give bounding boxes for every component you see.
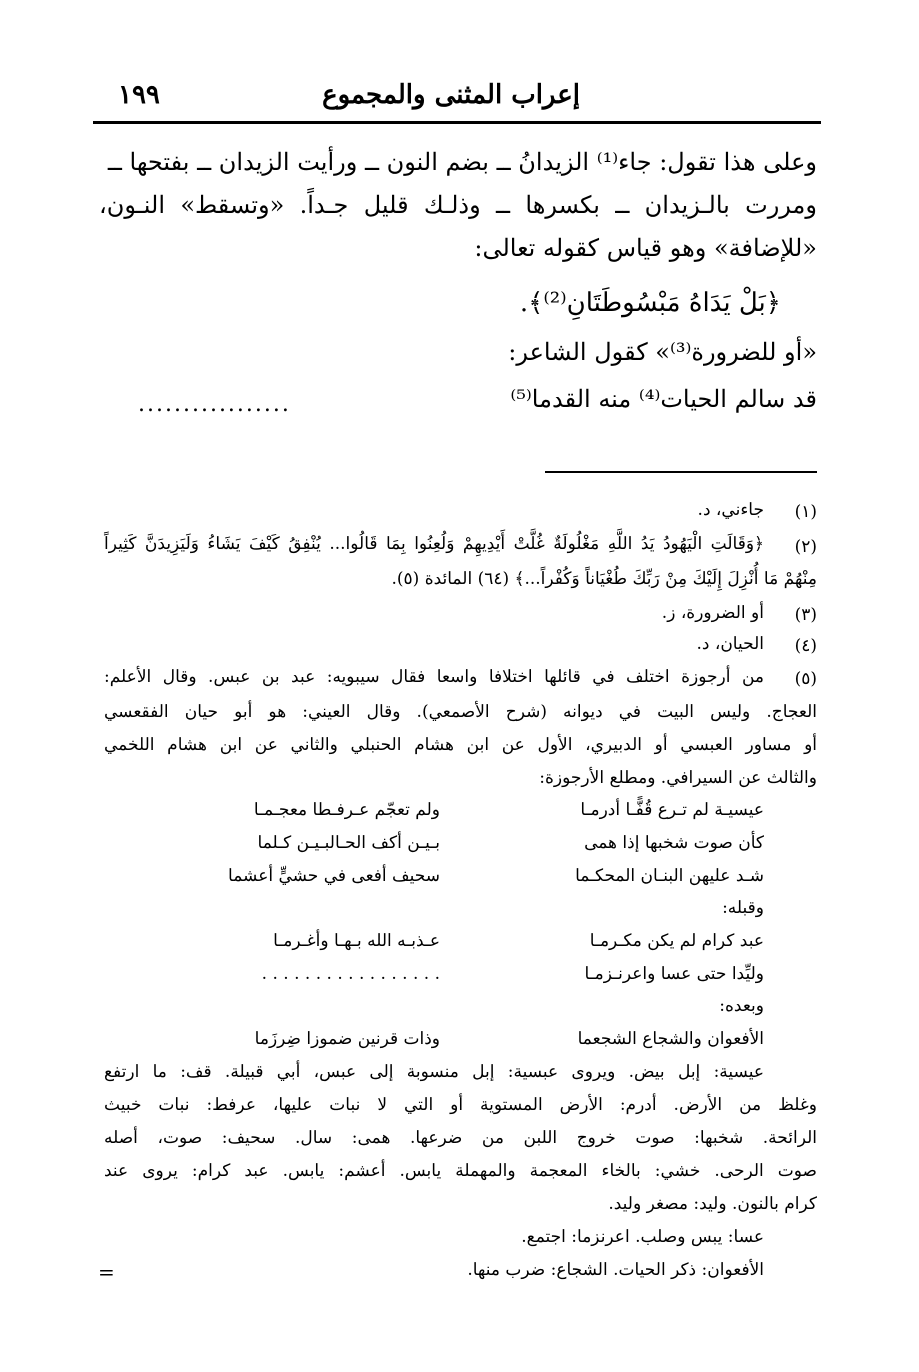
verse-line: قد سالم الحيات⁽⁴⁾ منه القدما⁽⁵⁾	[510, 385, 817, 413]
footnote-number-5: (٥)	[794, 669, 817, 689]
glossary-line-2: وغلظ من الأرض. أدرم: الأرض المستوية أو التي لا نبات عليها، عرفط: نبات خبيث	[104, 1095, 817, 1115]
glossary-line-4: صوت الرحى. خشي: بالخاء المعجمة والمهملة يابس. أعشم: يابس. عبد كرام: يروى عند	[104, 1161, 817, 1181]
body-line-1: وعلى هذا تقول: جاء⁽¹⁾ الزيدانُ ــ بضم النون ــ ورأيت الزيدان ــ بفتحها ــ	[107, 148, 817, 176]
quran-quote: ﴿بَلْ يَدَاهُ مَبْسُوطَتَانِ⁽²⁾﴾.	[519, 288, 781, 318]
glossary-line-3: الرائحة. شخبها: صوت خروج اللبن من ضرعها. همى: سال. سحيف: صوت، أصله	[104, 1128, 817, 1148]
poem-hemistich-left: عـذبـه الله بـهـا وأغـرمـا	[273, 931, 440, 951]
footnote-number-3: (٣)	[794, 605, 817, 625]
poem-section-label: وبعده:	[719, 996, 764, 1016]
footnote-number-1: (١)	[794, 502, 817, 522]
footnote-5-line-3: أو مساور العبسي أو الدبيري، الأول عن ابن هشام الحنبلي والثاني عن ابن هشام اللخمي	[104, 735, 817, 755]
running-title: إعراب المثنى والمجموع	[322, 80, 580, 110]
glossary-line-1: عيسية: إبل بيض. ويروى عبسية: إبل منسوبة إلى عبس، أبي قبيلة. قف: ما ارتفع	[104, 1062, 764, 1082]
footnote-number-2: (٢)	[794, 537, 817, 557]
poem-hemistich-right: عبد كرام لم يكن مكـرمـا	[589, 931, 764, 951]
body-line-3: «للإضافة» وهو قياس كقوله تعالى:	[474, 234, 817, 262]
footnote-2-line-1: ﴿وَقَالَتِ الْيَهُودُ يَدُ اللَّهِ مَغْلُولَةٌ غُلَّتْ أَيْدِيهِمْ وَلُعِنُوا بِمَا قَالُوا... يُنْفِقُ كَيْفَ يَشَاءُ وَلَيَزِيدَنَّ كَثِيراً	[104, 534, 764, 554]
footnote-5-line-1: من أرجوزة اختلف في قائلها اختلافا واسعا فقال سيبويه: عبد بن عبس. وقال الأعلم:	[104, 667, 764, 687]
poem-hemistich-right: كأن صوت شخبها إذا همى	[584, 833, 764, 853]
poem-hemistich-right: شـد عليهن البنـان المحكـما	[575, 866, 764, 886]
header-rule	[93, 121, 821, 124]
body-line-5: «أو للضرورة⁽³⁾» كقول الشاعر:	[508, 338, 817, 366]
poem-hemistich-left: . . . . . . . . . . . . . . . . .	[261, 964, 440, 984]
footnote-5-line-4: والثالث عن السيرافي. ومطلع الأرجوزة:	[539, 768, 817, 788]
footnote-4: الحيان، د.	[696, 634, 764, 654]
glossary-line-7: الأفعوان: ذكر الحيات. الشجاع: ضرب منها.	[467, 1260, 764, 1280]
poem-section-label: وقبله:	[722, 898, 764, 918]
footnote-3: أو الضرورة، ز.	[661, 603, 764, 623]
poem-hemistich-left: ولم تعجّم عـرفـطا معجـمـا	[253, 800, 440, 820]
poem-hemistich-right: الأفعوان والشجاع الشجعما	[577, 1029, 764, 1049]
poem-hemistich-left: وذات قرنين ضموزا ضِرزَما	[254, 1029, 440, 1049]
poem-hemistich-right: وليِّدا حتى عسا واعرنـزمـا	[584, 964, 764, 984]
footnote-number-4: (٤)	[794, 636, 817, 656]
footnote-rule	[545, 471, 817, 473]
poem-hemistich-left: بـيـن أكف الحـالبـيـن كـلما	[257, 833, 440, 853]
poem-hemistich-left: سحيف أفعى في حشيٍّ أعشما	[228, 866, 440, 886]
signature-mark: =	[98, 1260, 115, 1284]
footnote-5-line-2: العجاج. وليس البيت في ديوانه (شرح الأصمعي). وقال العيني: هو أبو حيان الفقعسي	[104, 702, 817, 722]
verse-ellipsis: .................	[138, 392, 291, 417]
page-number: ١٩٩	[118, 80, 160, 110]
body-line-2: ومررت بالـزيدان ــ بكسرها ــ وذلـك قليل جـداً. «وتسقط» النـون،	[99, 191, 817, 219]
glossary-line-5: كرام بالنون. وليد: مصغر وليد.	[608, 1194, 817, 1214]
poem-hemistich-right: عيسيـة لم تـرع قُفًّـا أدرمـا	[580, 800, 764, 820]
footnote-1: جاءني، د.	[697, 500, 764, 520]
glossary-line-6: عسا: يبس وصلب. اعرنزما: اجتمع.	[521, 1227, 764, 1247]
footnote-2-line-2: مِنْهُمْ مَا أُنْزِلَ إِلَيْكَ مِنْ رَبِّكَ طُغْيَاناً وَكُفْراً...﴾ (٦٤) المائدة (٥).	[391, 569, 817, 589]
